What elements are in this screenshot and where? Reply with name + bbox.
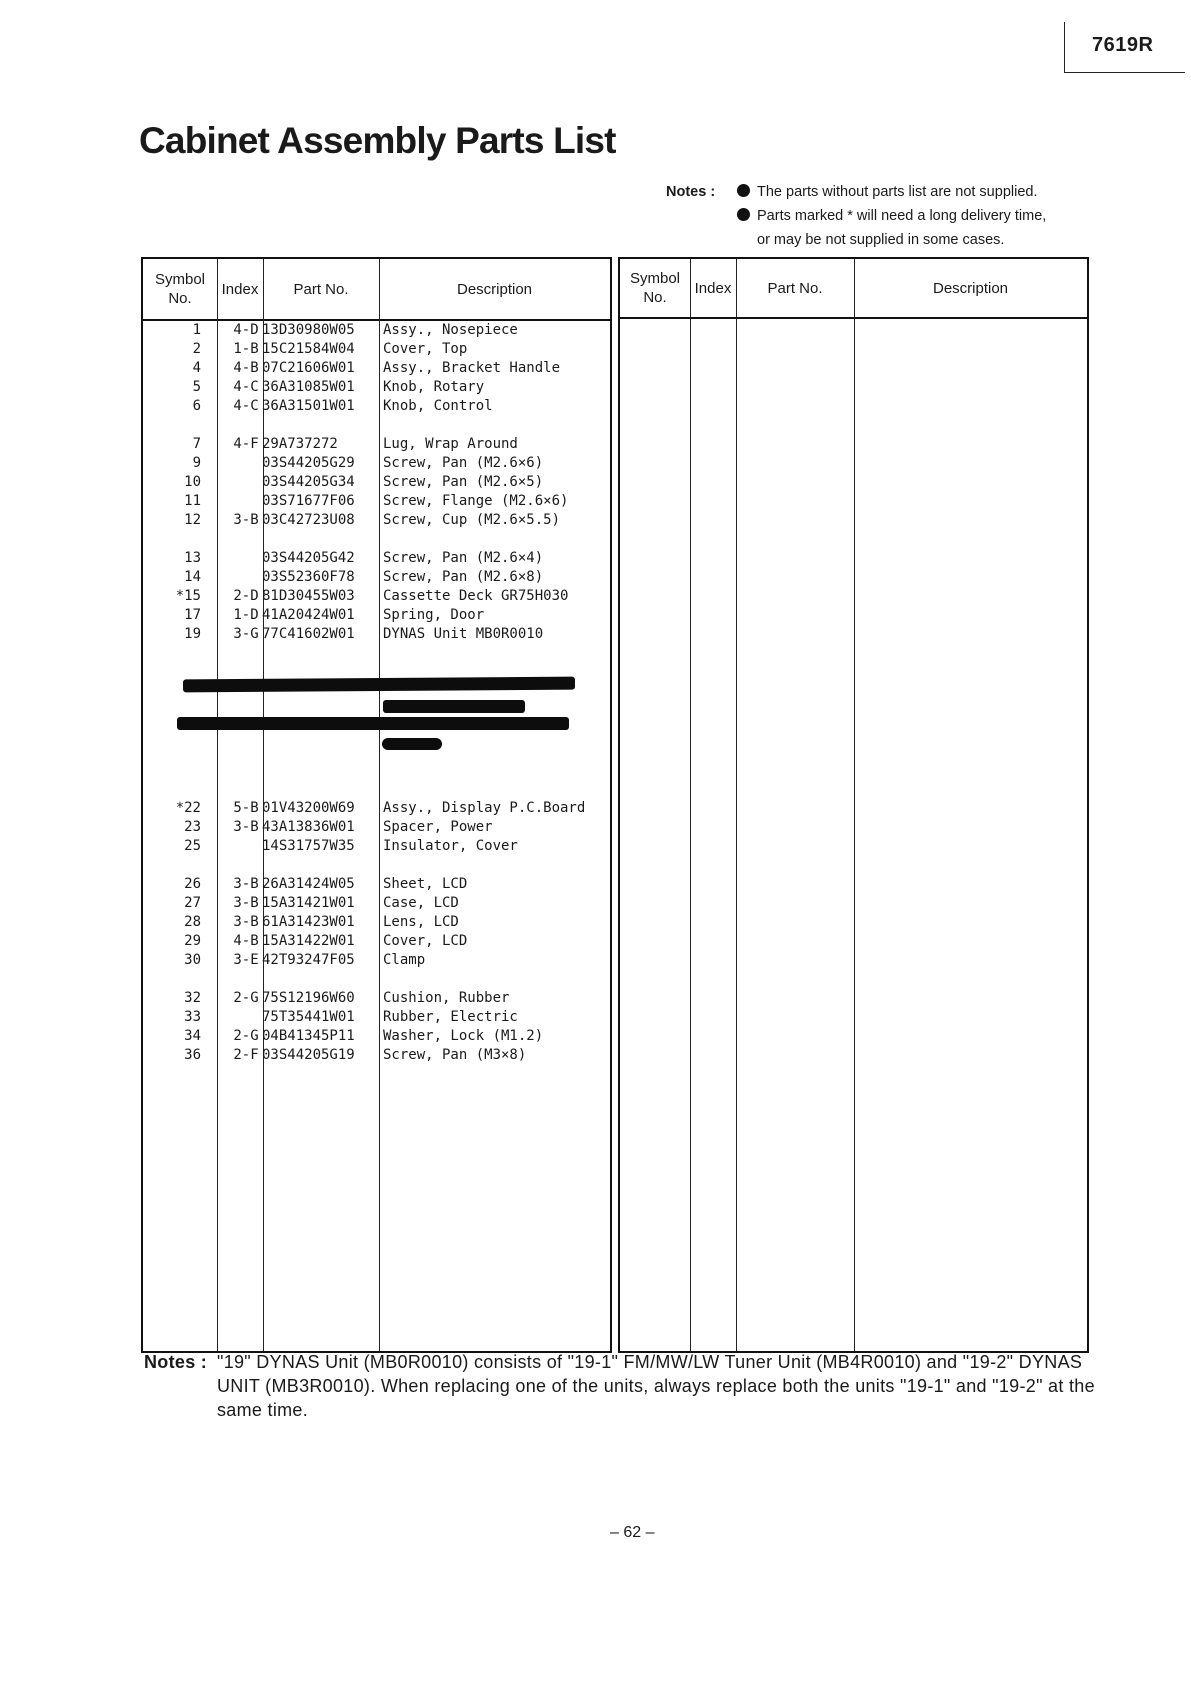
cell-part-no: 36A31501W01	[262, 398, 355, 414]
table-row	[143, 587, 610, 606]
notes-text: "19" DYNAS Unit (MB0R0010) consists of "19-1" FM/MW/LW Tuner Unit (MB4R0010) and "19-2" DYNAS UNIT (MB3R0010). When replacing one of the units, always replace both the units "19-1" and "19-2" at the same time.	[217, 1352, 1095, 1420]
cell-symbol-no: 25	[184, 838, 201, 854]
cell-symbol-no: 12	[184, 512, 201, 528]
page-number: – 62 –	[610, 1524, 655, 1541]
bullet-icon	[737, 184, 750, 197]
table-row	[143, 932, 610, 951]
redaction-bar	[383, 700, 525, 713]
cell-part-no: 41A20424W01	[262, 607, 355, 623]
cell-part-no: 03C42723U08	[262, 512, 355, 528]
cell-part-no: 43A13836W01	[262, 819, 355, 835]
cell-index: 3-B	[233, 895, 259, 911]
cell-description: Knob, Rotary	[383, 379, 485, 395]
cell-symbol-no: 10	[184, 474, 201, 490]
table-row	[143, 875, 610, 894]
cell-symbol-no: 17	[184, 607, 201, 623]
table-row	[143, 492, 610, 511]
cell-symbol-no: 5	[192, 379, 201, 395]
cell-part-no: 61A31423W01	[262, 914, 355, 930]
header-description: Description	[456, 280, 533, 298]
cell-symbol-no: 30	[184, 952, 201, 968]
cell-description: Spacer, Power	[383, 819, 493, 835]
cell-description: Washer, Lock (M1.2)	[383, 1028, 544, 1044]
cell-symbol-no: 19	[184, 626, 201, 642]
cell-description: Cushion, Rubber	[383, 990, 510, 1006]
table-row	[143, 378, 610, 397]
redaction-bar	[382, 738, 442, 750]
cell-description: Screw, Pan (M2.6×4)	[383, 550, 544, 566]
cell-part-no: 15A31422W01	[262, 933, 355, 949]
cell-description: Assy., Nosepiece	[383, 322, 518, 338]
table-row	[143, 454, 610, 473]
table-row	[143, 359, 610, 378]
cell-index: 1-D	[233, 607, 259, 623]
cell-symbol-no: 33	[184, 1009, 201, 1025]
cell-description: DYNAS Unit MB0R0010	[383, 626, 544, 642]
cell-symbol-no: 1	[192, 322, 201, 338]
table-row	[143, 397, 610, 416]
cell-index: 4-C	[233, 398, 259, 414]
cell-index: 2-D	[233, 588, 259, 604]
table-row	[143, 1027, 610, 1046]
cell-symbol-no: 36	[184, 1047, 201, 1063]
cell-index: 3-B	[233, 876, 259, 892]
cell-part-no: 03S44205G34	[262, 474, 355, 490]
cell-symbol-no: 32	[184, 990, 201, 1006]
table-row	[143, 894, 610, 913]
cell-part-no: 42T93247F05	[262, 952, 355, 968]
table-row	[143, 1008, 610, 1027]
table-row	[143, 473, 610, 492]
note-line: Parts marked * will need a long delivery time,	[737, 204, 1046, 228]
table-row	[143, 799, 610, 818]
cell-index: 3-B	[233, 819, 259, 835]
cell-part-no: 29A737272	[262, 436, 338, 452]
cell-description: Screw, Pan (M3×8)	[383, 1047, 527, 1063]
cell-part-no: 14S31757W35	[262, 838, 355, 854]
cell-part-no: 03S52360F78	[262, 569, 355, 585]
cell-symbol-no: 14	[184, 569, 201, 585]
notes-label: Notes :	[144, 1352, 208, 1372]
cell-index: 1-B	[233, 341, 259, 357]
cell-part-no: 04B41345P11	[262, 1028, 355, 1044]
cell-symbol-no: 23	[184, 819, 201, 835]
cell-symbol-no: 27	[184, 895, 201, 911]
cell-index: 5-B	[233, 800, 259, 816]
cell-part-no: 75S12196W60	[262, 990, 355, 1006]
cell-symbol-no: 28	[184, 914, 201, 930]
cell-symbol-no: 26	[184, 876, 201, 892]
cell-description: Lug, Wrap Around	[383, 436, 518, 452]
table-row	[143, 568, 610, 587]
cell-description: Knob, Control	[383, 398, 493, 414]
table-row	[143, 606, 610, 625]
cell-index: 4-B	[233, 933, 259, 949]
cell-symbol-no: 11	[184, 493, 201, 509]
cell-index: 4-C	[233, 379, 259, 395]
table-row	[143, 340, 610, 359]
cell-description: Cover, LCD	[383, 933, 468, 949]
cell-symbol-no: 6	[192, 398, 201, 414]
table-row	[143, 321, 610, 340]
column-divider	[854, 259, 855, 1351]
cell-index: 2-G	[233, 1028, 259, 1044]
cell-part-no: 13D30980W05	[262, 322, 355, 338]
cell-part-no: 07C21606W01	[262, 360, 355, 376]
cell-symbol-no: *22	[175, 800, 201, 816]
parts-table-right	[618, 257, 1089, 1353]
note-line: The parts without parts list are not supplied.	[737, 180, 1037, 204]
table-row	[143, 837, 610, 856]
cell-part-no: 03S44205G42	[262, 550, 355, 566]
cell-description: Clamp	[383, 952, 426, 968]
cell-symbol-no: 34	[184, 1028, 201, 1044]
cell-part-no: 26A31424W05	[262, 876, 355, 892]
cell-part-no: 01V43200W69	[262, 800, 355, 816]
cell-index: 4-D	[233, 322, 259, 338]
cell-symbol-no: 9	[192, 455, 201, 471]
cell-part-no: 03S71677F06	[262, 493, 355, 509]
document-id: 7619R	[1092, 34, 1154, 56]
table-row	[143, 511, 610, 530]
redaction-bar	[177, 717, 569, 730]
table-row	[143, 549, 610, 568]
cell-index: 2-G	[233, 990, 259, 1006]
header-symbol-no: Symbol No.	[629, 270, 681, 306]
cell-part-no: 15A31421W01	[262, 895, 355, 911]
notes-label: Notes :	[666, 184, 716, 200]
cell-index: 3-B	[233, 914, 259, 930]
cell-index: 3-E	[233, 952, 259, 968]
table-row	[143, 818, 610, 837]
cell-description: Cassette Deck GR75H030	[383, 588, 569, 604]
cell-symbol-no: 4	[192, 360, 201, 376]
cell-description: Screw, Pan (M2.6×5)	[383, 474, 544, 490]
table-header	[143, 259, 610, 321]
cell-description: Spring, Door	[383, 607, 485, 623]
cell-symbol-no: 29	[184, 933, 201, 949]
cell-description: Case, LCD	[383, 895, 459, 911]
bullet-icon	[737, 208, 750, 221]
cell-part-no: 77C41602W01	[262, 626, 355, 642]
cell-index: 4-B	[233, 360, 259, 376]
cell-part-no: 15C21584W04	[262, 341, 355, 357]
table-row	[143, 435, 610, 454]
cell-part-no: 81D30455W03	[262, 588, 355, 604]
redaction-bar	[183, 677, 575, 693]
cell-description: Screw, Flange (M2.6×6)	[383, 493, 569, 509]
table-row	[143, 625, 610, 644]
cell-index: 3-G	[233, 626, 259, 642]
cell-description: Screw, Cup (M2.6×5.5)	[383, 512, 561, 528]
cell-index: 3-B	[233, 512, 259, 528]
cell-part-no: 03S44205G29	[262, 455, 355, 471]
cell-description: Rubber, Electric	[383, 1009, 518, 1025]
cell-symbol-no: *15	[175, 588, 201, 604]
header-symbol-no: Symbol No.	[154, 271, 206, 307]
column-divider	[736, 259, 737, 1351]
parts-table-left	[141, 257, 612, 1353]
table-row	[143, 1046, 610, 1065]
header-part-no: Part No.	[767, 279, 823, 297]
cell-symbol-no: 2	[192, 341, 201, 357]
cell-part-no: 36A31085W01	[262, 379, 355, 395]
header-index: Index	[221, 280, 259, 298]
cell-symbol-no: 13	[184, 550, 201, 566]
header-description: Description	[932, 279, 1009, 297]
cell-description: Screw, Pan (M2.6×8)	[383, 569, 544, 585]
cell-description: Insulator, Cover	[383, 838, 518, 854]
cell-description: Lens, LCD	[383, 914, 459, 930]
header-index: Index	[694, 279, 732, 297]
table-row	[143, 951, 610, 970]
cell-description: Assy., Display P.C.Board	[383, 800, 586, 816]
cell-description: Screw, Pan (M2.6×6)	[383, 455, 544, 471]
cell-description: Assy., Bracket Handle	[383, 360, 561, 376]
page-title: Cabinet Assembly Parts List	[139, 120, 616, 161]
note-line: or may be not supplied in some cases.	[757, 232, 1005, 248]
cell-part-no: 03S44205G19	[262, 1047, 355, 1063]
cell-description: Sheet, LCD	[383, 876, 468, 892]
cell-index: 4-F	[233, 436, 259, 452]
cell-part-no: 75T35441W01	[262, 1009, 355, 1025]
cell-description: Cover, Top	[383, 341, 468, 357]
column-divider	[690, 259, 691, 1351]
cell-symbol-no: 7	[192, 436, 201, 452]
cell-index: 2-F	[233, 1047, 259, 1063]
table-row	[143, 913, 610, 932]
header-part-no: Part No.	[293, 280, 349, 298]
table-row	[143, 989, 610, 1008]
